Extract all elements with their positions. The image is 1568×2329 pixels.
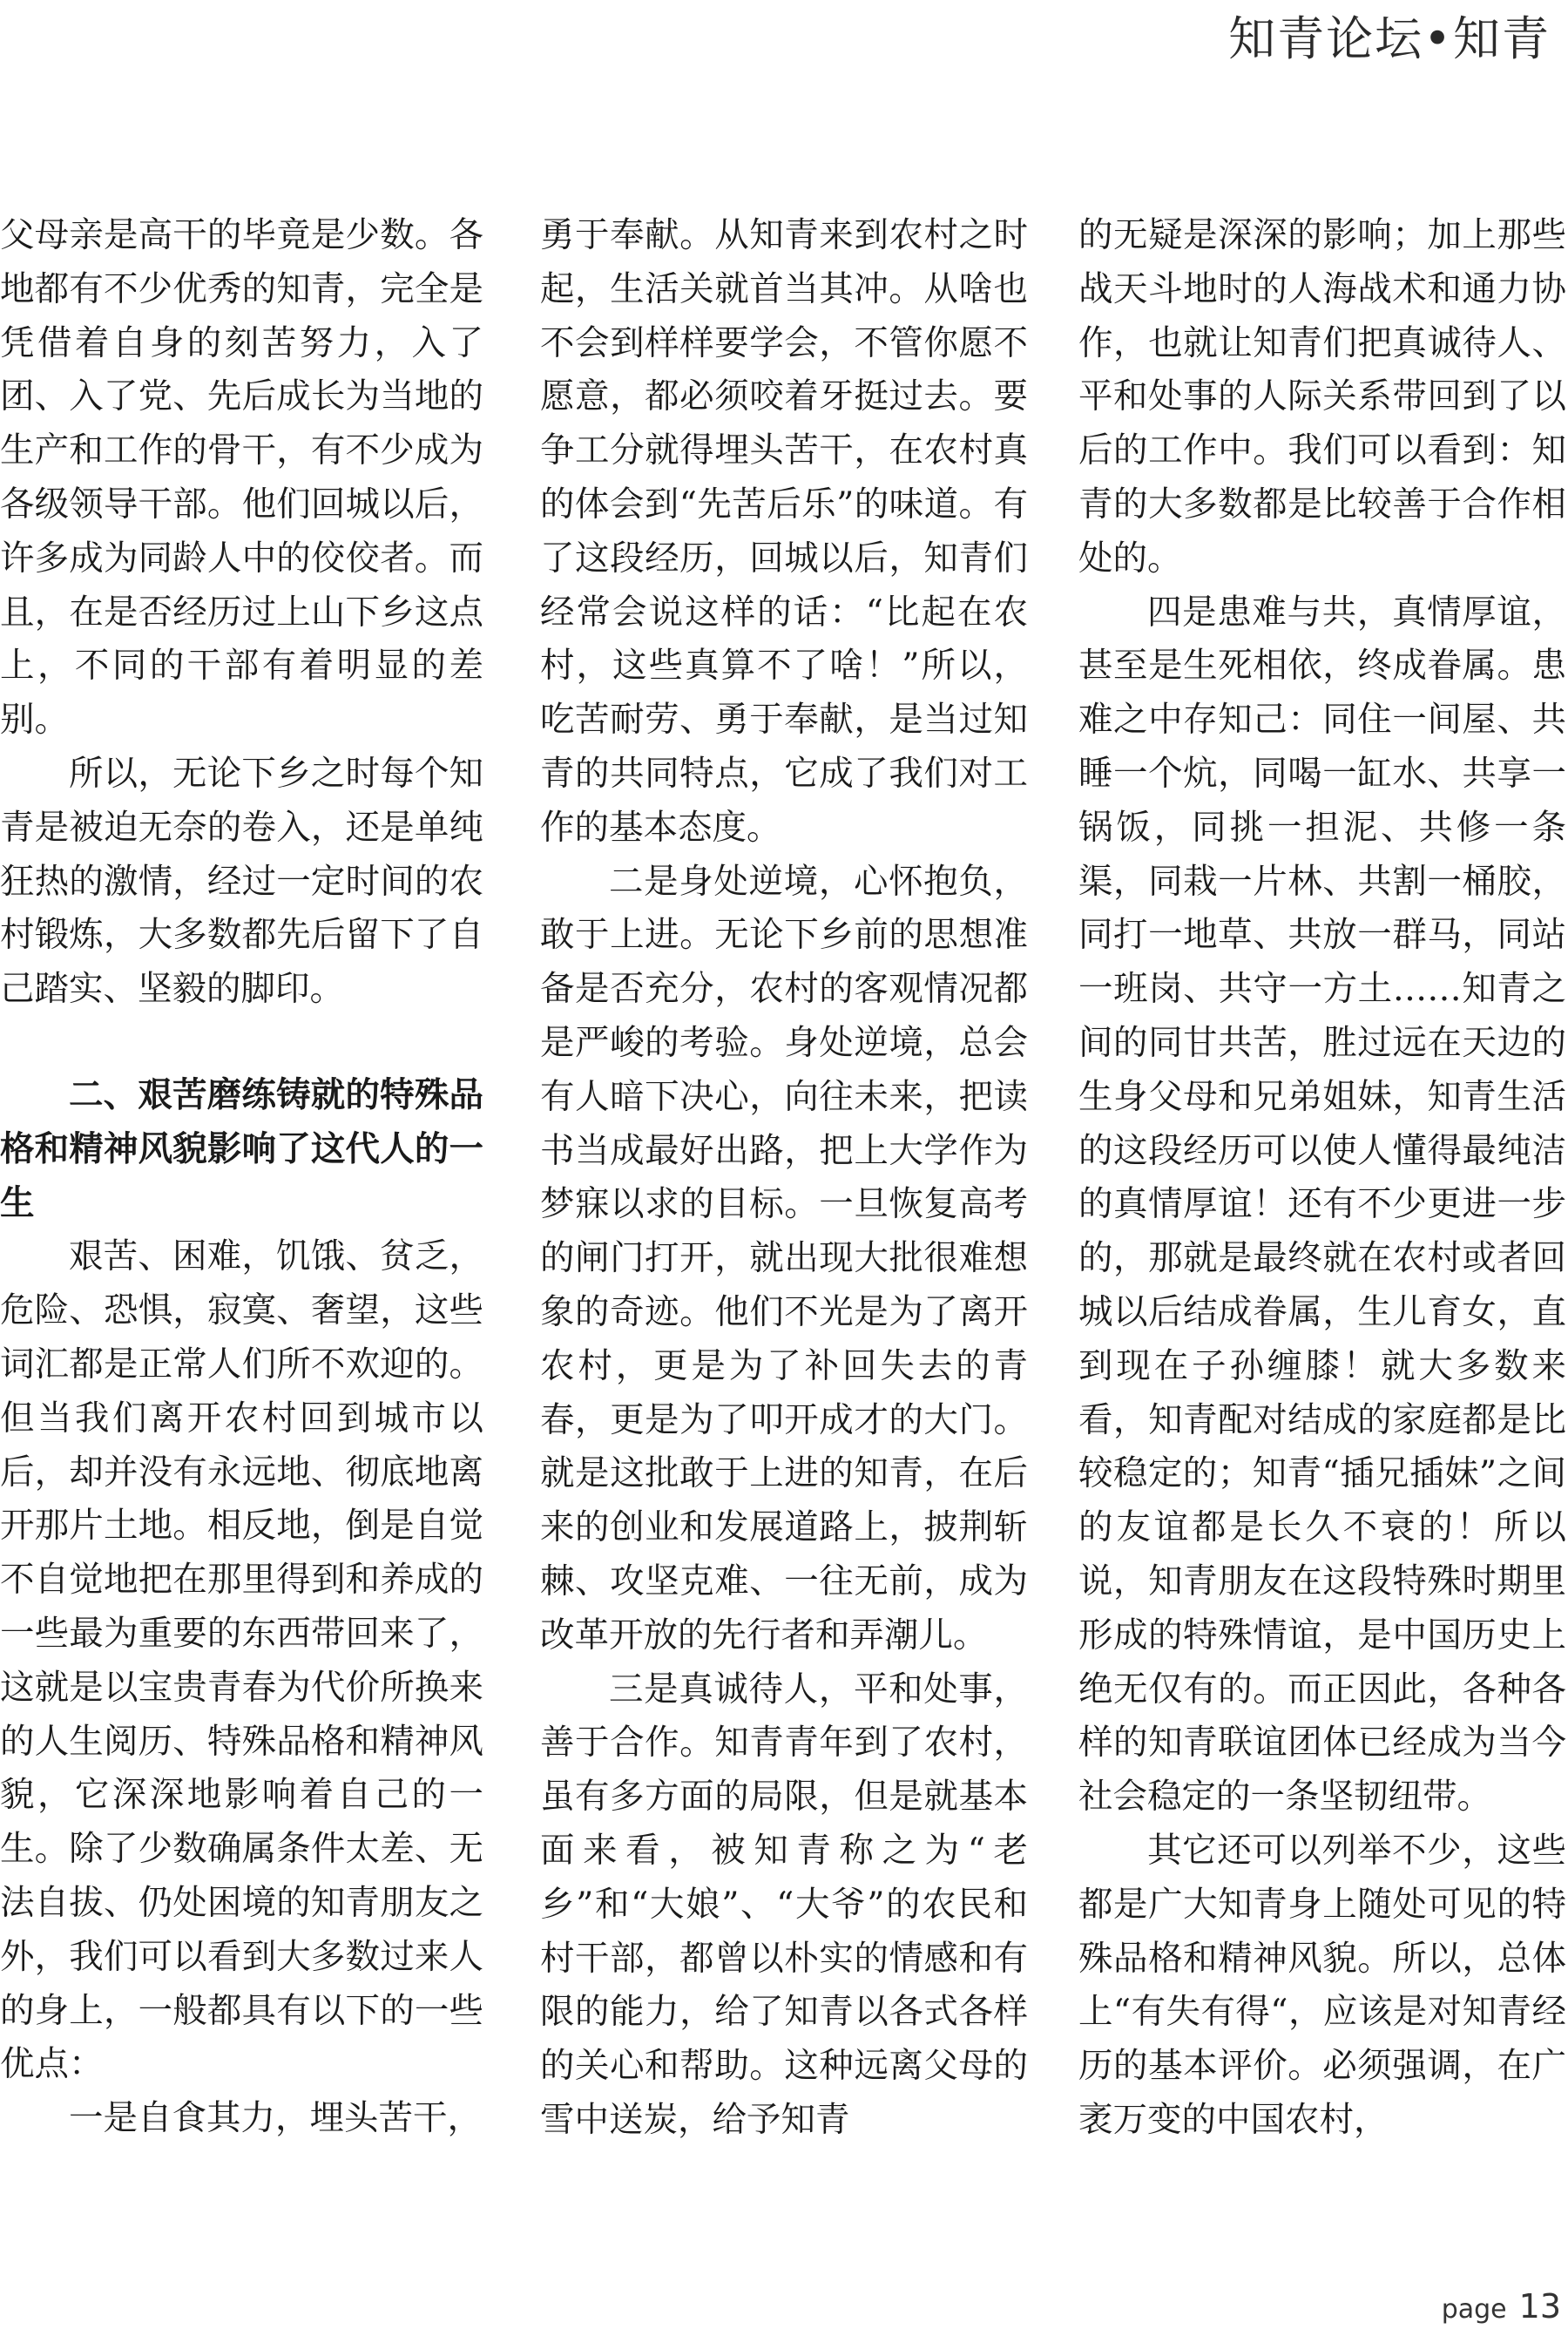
- paragraph: 的无疑是深深的影响；加上那些战天斗地时的人海战术和通力协作，也就让知青们把真诚待人、平和处事的人际关系带回到了以后的工作中。我们可以看到：知青的大多数都是比较善于合作相处的。: [1078, 215, 1566, 579]
- page-number: 13: [1518, 2287, 1561, 2326]
- paragraph: 父母亲是高干的毕竟是少数。各地都有不少优秀的知青，完全是凭借着自身的刻苦努力，入了团、入了党、先后成长为当地的生产和工作的骨干，有不少成为各级领导干部。他们回城以后，许多成为同龄人中的佼佼者。而且，在是否经历过上山下乡这点上，不同的干部有着明显的差别。: [0, 215, 483, 741]
- text-column-3: [1078, 209, 1566, 2148]
- paragraph: 所以，无论下乡之时每个知青是被迫无奈的卷入，还是单纯狂热的激情，经过一定时间的农村锻炼，大多数都先后留下了自己踏实、坚毅的脚印。: [0, 753, 483, 1010]
- text-column-2: [540, 209, 1028, 2148]
- section-heading: 二、艰苦磨练铸就的特殊品格和精神风貌影响了这代人的一生: [0, 1074, 483, 1223]
- paragraph: 三是真诚待人，平和处事，善于合作。知青青年到了农村，虽有多方面的局限，但是就基本面来看，被知青称之为“老乡”和“大娘”、“大爷”的农民和村干部，都曾以朴实的情感和有限的能力，给了知青以各式各样的关心和帮助。这种远离父母的雪中送炭，给予知青: [540, 1669, 1028, 2140]
- page-footer: [1442, 2287, 1561, 2326]
- paragraph: 四是患难与共，真情厚谊，甚至是生死相依，终成眷属。患难之中存知己：同住一间屋、共睡一个炕，同喝一缸水、共享一锅饭，同挑一担泥、共修一条渠，同栽一片林、共割一桶胶，同打一地草、共放一群马，同站一班岗、共守一方土……知青之间的同甘共苦，胜过远在天边的生身父母和兄弟姐妹，知青生活的这段经历可以使人懂得最纯洁的真情厚谊！还有不少更进一步的，那就是最终就在农村或者回城以后结成眷属，生儿育女，直到现在子孙缠膝！就大多数来看，知青配对结成的家庭都是比较稳定的；知青“插兄插妹”之间的友谊都是长久不衰的！所以说，知青朋友在这段特殊时期里形成的特殊情谊，是中国历史上绝无仅有的。而正因此，各种各样的知青联谊团体已经成为当今社会稳定的一条坚韧纽带。: [1078, 592, 1566, 1818]
- paragraph: 一是自食其力，埋头苦干，: [69, 2098, 482, 2139]
- section-header: 知青论坛•知青: [1228, 11, 1551, 66]
- paragraph: 其它还可以列举不少，这些都是广大知青身上随处可见的特殊品格和精神风貌。所以，总体上“有失有得“，应该是对知青经历的基本评价。必须强调，在广袤万变的中国农村，: [1078, 1830, 1566, 2140]
- paragraph: 艰苦、困难，饥饿、贫乏，危险、恐惧，寂寞、奢望，这些词汇都是正常人们所不欢迎的。但当我们离开农村回到城市以后，却并没有永远地、彻底地离开那片土地。相反地，倒是自觉不自觉地把在那里得到和养成的一些最为重要的东西带回来了，这就是以宝贵青春为代价所换来的人生阅历、特殊品格和精神风貌，它深深地影响着自己的一生。除了少数确属条件太差、无法自拔、仍处困境的知青朋友之外，我们可以看到大多数过来人的身上，一般都具有以下的一些优点：: [0, 1236, 483, 2085]
- paragraph: 勇于奉献。从知青来到农村之时起，生活关就首当其冲。从啥也不会到样样要学会，不管你愿不愿意，都必须咬着牙挺过去。要争工分就得埋头苦干，在农村真的体会到“先苦后乐”的味道。有了这段经历，回城以后，知青们经常会说这样的话：“比起在农村，这些真算不了啥！”所以，吃苦耐劳、勇于奉献，是当过知青的共同特点，它成了我们对工作的基本态度。: [540, 215, 1028, 848]
- text-column-1: [0, 209, 483, 2146]
- page-label: page: [1441, 2294, 1507, 2325]
- paragraph: 二是身处逆境，心怀抱负，敢于上进。无论下乡前的思想准备是否充分，农村的客观情况都是严峻的考验。身处逆境，总会有人暗下决心，向往未来，把读书当成最好出路，把上大学作为梦寐以求的目标。一旦恢复高考的闸门打开，就出现大批很难想象的奇迹。他们不光是为了离开农村，更是为了补回失去的青春，更是为了叩开成才的大门。就是这批敢于上进的知青，在后来的创业和发展道路上，披荆斩棘、攻坚克难、一往无前，成为改革开放的先行者和弄潮儿。: [540, 861, 1028, 1655]
